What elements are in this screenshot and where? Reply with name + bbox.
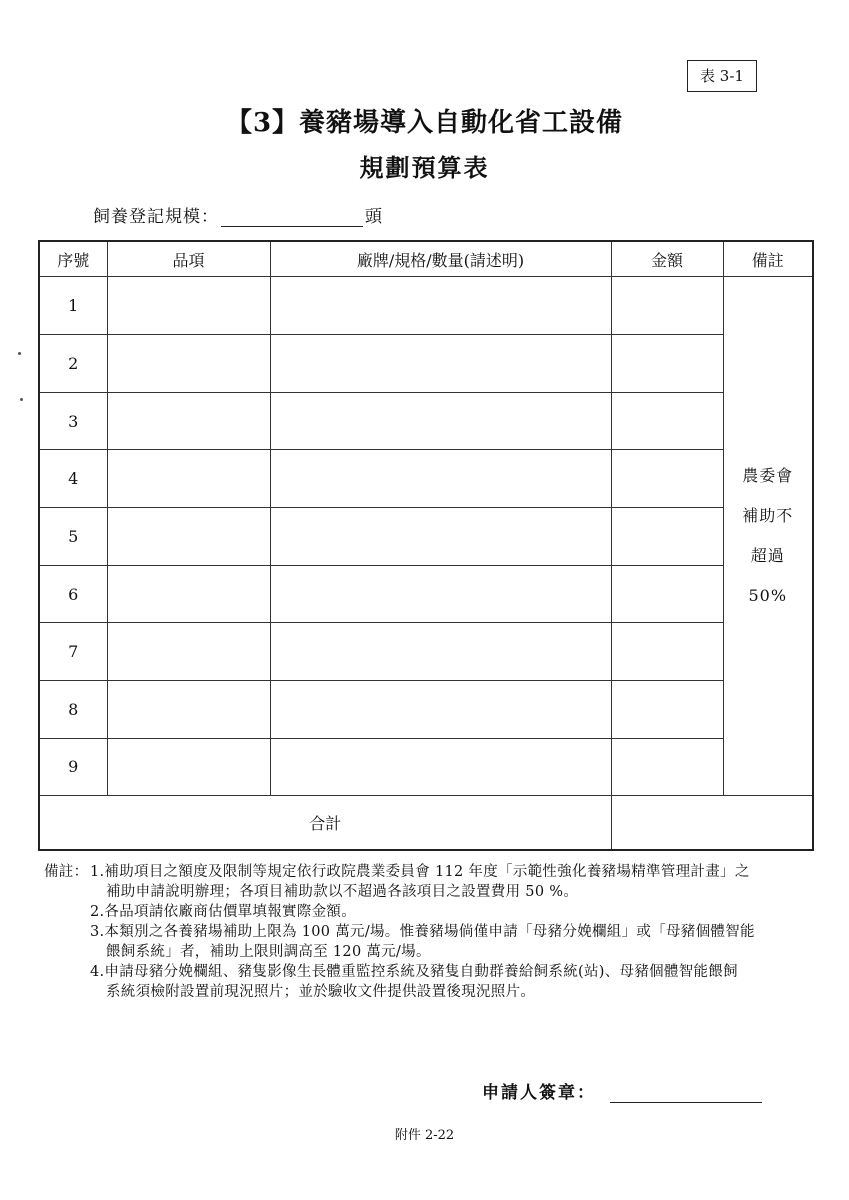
row-seq: 6 (39, 565, 107, 623)
amount-cell[interactable] (611, 738, 723, 796)
note-text: 3.本類別之各養豬場補助上限為 100 萬元/場。惟養豬場倘僅申請「母豬分娩欄組」或「母豬個體智能 (90, 924, 755, 940)
amount-cell[interactable] (611, 681, 723, 739)
note-text: 2.各品項請依廠商估價單填報實際金額。 (90, 904, 357, 920)
table-row (39, 277, 813, 335)
row-seq: 3 (39, 392, 107, 450)
item-cell[interactable] (107, 450, 270, 508)
row-seq: 7 (39, 623, 107, 681)
remark-line: 50% (748, 586, 788, 606)
scan-speck (18, 352, 21, 355)
remark-line: 超過 (750, 546, 785, 566)
note-item (44, 862, 824, 882)
row-seq: 9 (39, 738, 107, 796)
scan-speck (20, 398, 23, 401)
remark-line: 農委會 (742, 466, 794, 486)
item-cell[interactable] (107, 277, 270, 335)
amount-cell[interactable] (611, 392, 723, 450)
row-seq: 8 (39, 681, 107, 739)
table-header-row (39, 241, 813, 277)
row-seq: 1 (39, 277, 107, 335)
amount-cell[interactable] (611, 450, 723, 508)
spec-cell[interactable] (270, 681, 611, 739)
budget-table (38, 240, 814, 851)
form-code-box: 表 3-1 (687, 60, 757, 92)
registration-scale-field (93, 202, 383, 227)
spec-cell[interactable] (270, 508, 611, 566)
spec-cell[interactable] (270, 565, 611, 623)
header-remark: 備註 (723, 241, 813, 277)
item-cell[interactable] (107, 681, 270, 739)
table-row (39, 681, 813, 739)
amount-cell[interactable] (611, 623, 723, 681)
document-title: 【3】養豬場導入自動化省工設備 (225, 108, 624, 138)
header-seq: 序號 (39, 241, 107, 277)
applicant-signature-field (482, 1078, 762, 1103)
table-row (39, 392, 813, 450)
row-seq: 4 (39, 450, 107, 508)
amount-cell[interactable] (611, 335, 723, 393)
table-row (39, 738, 813, 796)
note-text: 1.補助項目之額度及限制等規定依行政院農業委員會 112 年度「示範性強化養豬場精準管理計畫」之 (90, 864, 750, 880)
row-seq: 5 (39, 508, 107, 566)
item-cell[interactable] (107, 623, 270, 681)
amount-cell[interactable] (611, 508, 723, 566)
note-text: 補助申請說明辦理；各項目補助款以不超過各該項目之設置費用 50 %。 (106, 884, 579, 900)
signature-blank-line[interactable] (610, 1082, 762, 1103)
row-seq: 2 (39, 335, 107, 393)
item-cell[interactable] (107, 392, 270, 450)
scale-unit: 頭 (365, 207, 383, 227)
total-amount-cell[interactable] (611, 796, 813, 850)
spec-cell[interactable] (270, 450, 611, 508)
table-row (39, 565, 813, 623)
header-item: 品項 (107, 241, 270, 277)
item-cell[interactable] (107, 335, 270, 393)
attachment-page-number: 附件 2-22 (394, 1128, 455, 1143)
item-cell[interactable] (107, 508, 270, 566)
total-label: 合計 (39, 796, 611, 850)
table-row (39, 335, 813, 393)
spec-cell[interactable] (270, 392, 611, 450)
scale-blank-line[interactable] (221, 208, 363, 227)
spec-cell[interactable] (270, 277, 611, 335)
item-cell[interactable] (107, 738, 270, 796)
remark-cell (723, 277, 813, 796)
scale-label: 飼養登記規模： (93, 207, 219, 227)
note-text: 餵飼系統」者，補助上限則調高至 120 萬元/場。 (106, 944, 431, 960)
signature-label: 申請人簽章： (482, 1083, 596, 1103)
document-subtitle: 規劃預算表 (359, 153, 490, 182)
note-text: 4.申請母豬分娩欄組、豬隻影像生長體重監控系統及豬隻自動群養給飼系統(站)、母豬個體智能餵飼 (90, 964, 738, 980)
total-row (39, 796, 813, 850)
spec-cell[interactable] (270, 738, 611, 796)
remark-line: 補助不 (742, 506, 794, 526)
notes-label: 備註： (44, 864, 89, 880)
table-row (39, 623, 813, 681)
amount-cell[interactable] (611, 277, 723, 335)
spec-cell[interactable] (270, 623, 611, 681)
header-amount: 金額 (611, 241, 723, 277)
amount-cell[interactable] (611, 565, 723, 623)
spec-cell[interactable] (270, 335, 611, 393)
table-row (39, 508, 813, 566)
note-text: 系統須檢附設置前現況照片；並於驗收文件提供設置後現況照片。 (106, 984, 536, 1000)
header-spec: 廠牌/規格/數量(請述明) (270, 241, 611, 277)
item-cell[interactable] (107, 565, 270, 623)
table-row (39, 450, 813, 508)
notes-section (44, 862, 824, 1002)
